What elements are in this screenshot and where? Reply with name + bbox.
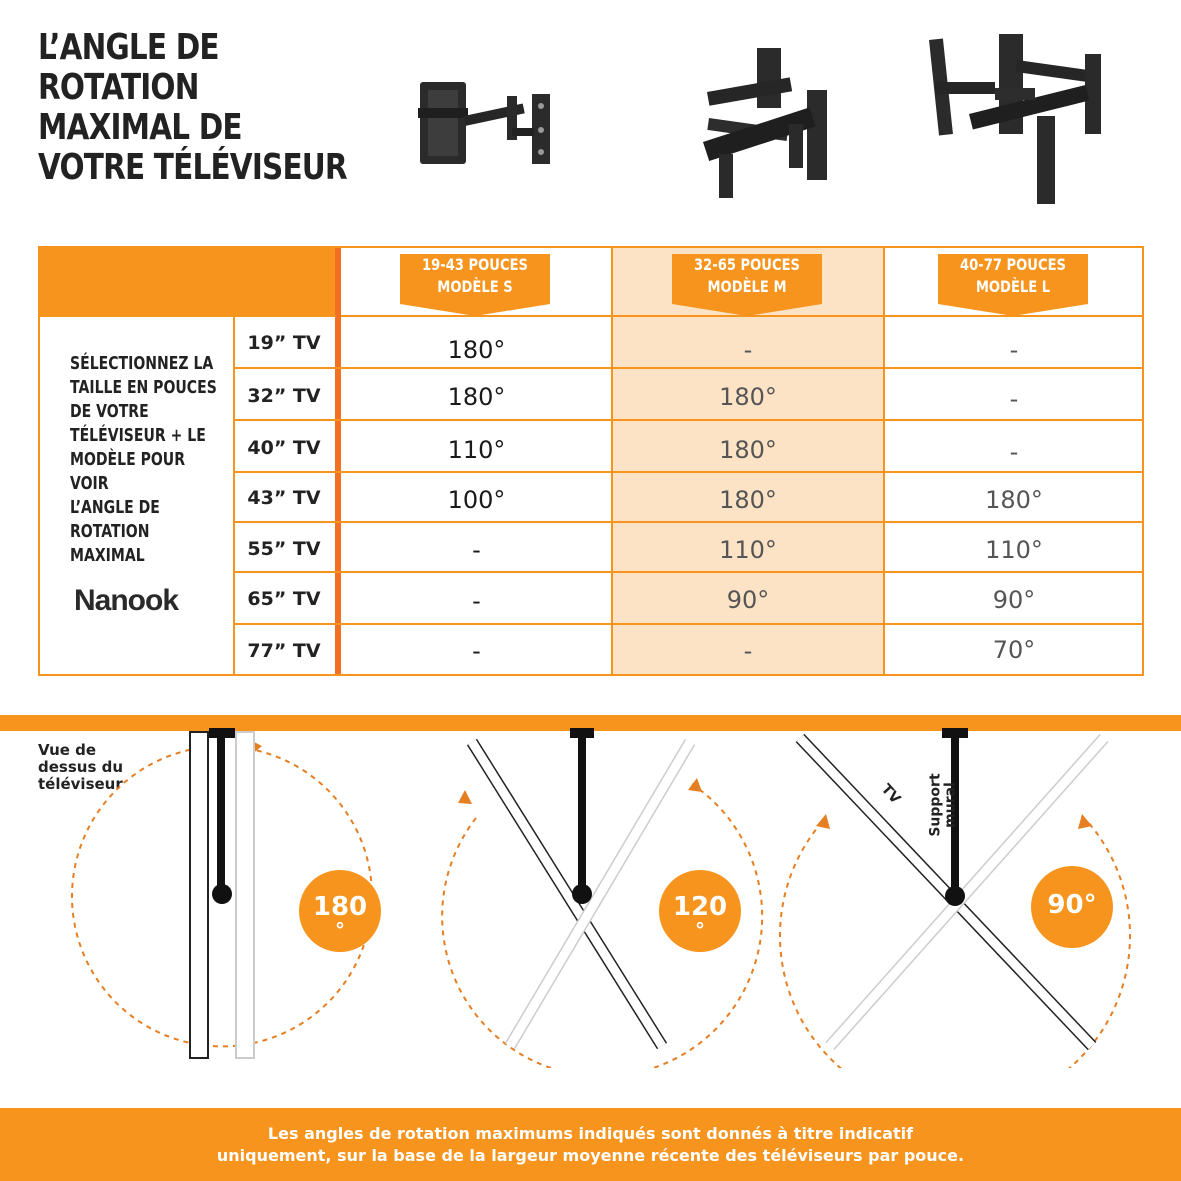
angle-value-m: -	[743, 637, 753, 665]
top-view-label-line: téléviseur	[38, 775, 123, 793]
footer-line: uniquement, sur la base de la largeur moyenne récente des téléviseurs par pouce.	[216, 1146, 965, 1165]
top-view-label-line: dessus du	[38, 758, 124, 776]
instruction-line: MODÈLE POUR VOIR	[70, 449, 186, 494]
angle-badge-value: 120	[672, 892, 728, 922]
angle-value-s: -	[472, 536, 481, 564]
instruction-line: SÉLECTIONNEZ LA	[70, 353, 214, 374]
page-title	[38, 27, 347, 188]
angle-badge-120	[659, 870, 741, 952]
title-line: L’ANGLE DE	[38, 27, 219, 68]
support-label-line: Support	[927, 773, 944, 837]
angle-value-m: 180°	[719, 486, 777, 514]
tv-size-label: 19” TV	[247, 332, 321, 354]
mount-medium-image	[695, 42, 835, 202]
title-line: MAXIMAL DE	[38, 107, 242, 148]
angle-value-l: 90°	[992, 586, 1036, 614]
angle-badge-value: 90°	[1047, 890, 1097, 920]
angle-value-s: 180°	[447, 383, 506, 411]
angle-value-s: 110°	[447, 436, 506, 464]
angle-value-l: -	[1009, 385, 1019, 413]
angle-value-l: 110°	[985, 536, 1043, 564]
instruction-line: L’ANGLE DE	[70, 497, 160, 518]
tv-size-label: 65” TV	[247, 588, 321, 610]
support-label	[929, 773, 959, 836]
title-line: ROTATION	[38, 67, 199, 108]
brand-logo: Nanook	[74, 584, 179, 617]
tv-size-label: 55” TV	[247, 538, 321, 560]
model-s-header	[400, 254, 550, 304]
tv-label: TV	[877, 781, 904, 808]
angle-value-s: -	[472, 637, 481, 665]
instruction-line: TÉLÉVISEUR + LE	[70, 425, 206, 446]
angle-value-m: 180°	[719, 436, 777, 464]
footer-disclaimer	[0, 1108, 1181, 1181]
tv-size-label: 77” TV	[247, 640, 321, 662]
model-m-name: MODÈLE M	[707, 277, 787, 296]
model-l-header-arrow	[938, 304, 1088, 316]
model-s-header-arrow	[400, 304, 550, 316]
angle-value-m: 90°	[726, 586, 770, 614]
model-l-name: MODÈLE L	[975, 277, 1051, 296]
instruction-line: ROTATION	[70, 521, 150, 542]
tv-size-label: 32” TV	[247, 385, 321, 407]
angle-value-m: 180°	[719, 383, 777, 411]
instruction-line: MAXIMAL	[70, 545, 145, 566]
model-l-range: 40-77 POUCES	[959, 255, 1066, 274]
angle-badge-180	[299, 870, 381, 952]
instruction-line: DE VOTRE	[70, 401, 149, 422]
mount-large-image	[925, 30, 1110, 210]
model-s-range: 19-43 POUCES	[421, 255, 528, 274]
support-label-line: mural	[942, 782, 959, 828]
top-view-label-line: Vue de	[38, 741, 97, 759]
angle-value-s: 180°	[447, 336, 506, 364]
table-instructions	[70, 352, 218, 568]
model-l-header	[938, 254, 1088, 304]
angle-value-s: 100°	[447, 486, 506, 514]
model-m-header	[672, 254, 822, 304]
angle-badge-degree: °	[695, 918, 705, 942]
angle-badge-degree: °	[335, 918, 345, 942]
rotation-diagrams	[0, 728, 1181, 1068]
angle-value-l: -	[1009, 336, 1019, 364]
model-m-header-arrow	[672, 304, 822, 316]
angle-badge-value: 180	[312, 892, 368, 922]
tv-size-label: 40” TV	[247, 437, 321, 459]
angle-badge-90	[1031, 866, 1113, 948]
mount-small-image	[412, 68, 562, 178]
angle-value-s: -	[472, 587, 481, 615]
model-s-name: MODÈLE S	[437, 277, 513, 296]
angle-value-l: 70°	[992, 636, 1036, 664]
title-line: VOTRE TÉLÉVISEUR	[38, 147, 347, 188]
instruction-line: TAILLE EN POUCES	[70, 377, 217, 398]
tv-size-label: 43” TV	[247, 487, 321, 509]
angle-value-l: -	[1009, 438, 1019, 466]
model-m-range: 32-65 POUCES	[693, 255, 800, 274]
angle-value-l: 180°	[985, 486, 1043, 514]
footer-line: Les angles de rotation maximums indiqués sont donnés à titre indicatif	[267, 1124, 914, 1143]
angle-value-m: -	[743, 336, 753, 364]
angle-value-m: 110°	[719, 536, 777, 564]
